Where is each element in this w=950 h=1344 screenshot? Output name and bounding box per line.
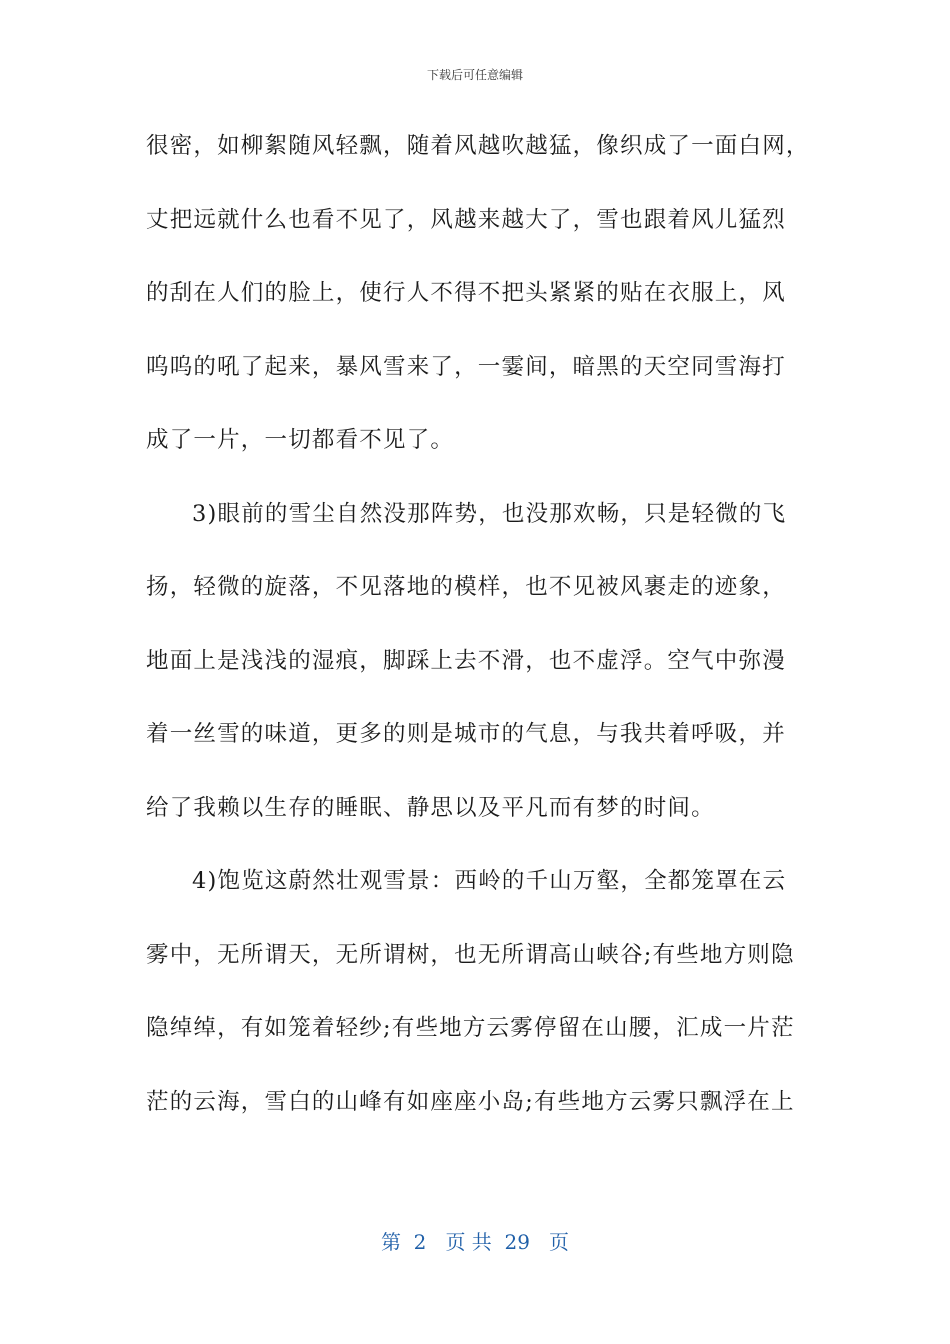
text-line: 扬，轻微的旋落，不见落地的模样，也不见被风裹走的迹象，: [146, 574, 786, 600]
paragraph-first-line: 3)眼前的雪尘自然没那阵势，也没那欢畅，只是轻微的飞: [192, 500, 787, 527]
text-line: 隐绰绰，有如笼着轻纱;有些地方云雾停留在山腰，汇成一片茫: [146, 1015, 795, 1041]
text-line: 呜呜的吼了起来，暴风雪来了，一霎间，暗黑的天空同雪海打: [146, 353, 786, 380]
text-line: 着一丝雪的味道，更多的则是城市的气息，与我共着呼吸，并: [146, 721, 786, 747]
text-line: 茫的云海，雪白的山峰有如座座小岛;有些地方云雾只飘浮在上: [146, 1088, 795, 1115]
text-line: 成了一片，一切都看不见了。: [146, 427, 455, 453]
text-line: 的刮在人们的脸上，使行人不得不把头紧紧的贴在衣服上，风: [146, 280, 786, 306]
paragraph-first-line: 4)饱览这蔚然壮观雪景：西岭的千山万壑，全都笼罩在云: [192, 868, 787, 894]
page-number-footer: 第 2 页 共 29 页: [380, 1230, 570, 1254]
document-body: [146, 118, 810, 1147]
text-line: 很密，如柳絮随风轻飘，随着风越吹越猛，像织成了一面白网，: [146, 133, 810, 159]
text-line: 给了我赖以生存的睡眠、静思以及平凡而有梦的时间。: [146, 794, 715, 821]
text-line: 丈把远就什么也看不见了，风越来越大了，雪也跟着风儿猛烈: [146, 206, 786, 233]
text-line: 雾中，无所谓天，无所谓树，也无所谓高山峡谷;有些地方则隐: [146, 941, 795, 968]
text-line: 地面上是浅浅的湿痕，脚踩上去不滑，也不虚浮。空气中弥漫: [146, 647, 786, 674]
page-header: 下载后可任意编辑: [426, 68, 523, 82]
